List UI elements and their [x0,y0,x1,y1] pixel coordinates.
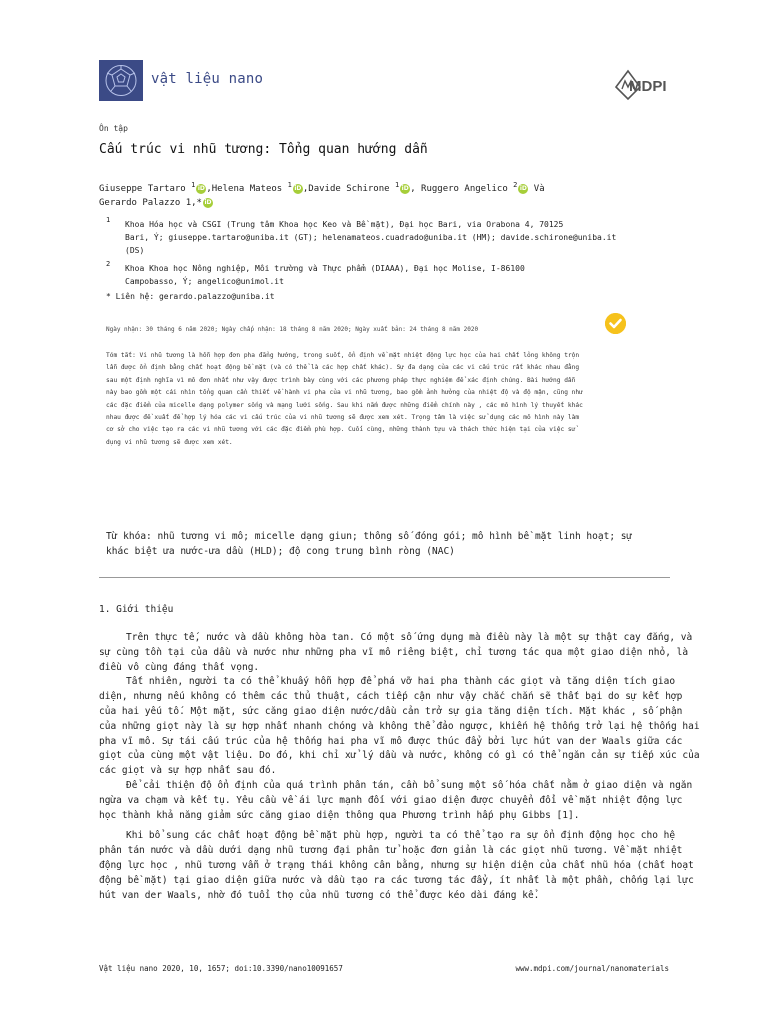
correspondence: * Liên hệ: gerardo.palazzo@uniba.it [106,292,275,301]
author-list [99,178,679,210]
abstract [106,350,670,449]
affiliation-line: (DS) [125,246,145,255]
mdpi-logo-icon [614,67,669,101]
svg-text:MDPI: MDPI [629,78,667,95]
article-type: Ôn tập [99,124,128,133]
keywords [106,529,666,559]
orcid-icon[interactable]: iD [519,184,527,192]
author-affiliation-mark: 1,* [185,198,202,208]
paragraph: Tất nhiên, người ta có thể khuấy hỗn hợp để phá vỡ hai pha thành các giọt và tăng diện tích giao diện, nhưng nếu không có thêm các thủ thuật, cách tiếp cận như vậy chắc chắn sẽ thất bại do sự kết hợp của hai yếu tố. Một mặt, sức căng giao diện nước/dầu cản trở sự gia tăng diện tích. Mặt khác , số phận của những giọt này là sự hợp nhất nhanh chóng và không thể đảo ngược, khiến hệ thống trở lại hệ thống hai pha vĩ mô. Sự tái cấu trúc của hệ thống hai pha vĩ mô được thúc đẩy bởi lực hút van der Waals giữa các giọt của cùng một vật liệu. Do đó, khi chỉ xử lý dầu và nước, không có gì có thể ngăn cản sự tiếp xúc của các giọt và sự hợp nhất sau đó. [99,676,700,777]
abstract-line: sau một định nghĩa vì mô đơn nhất như vậy được trình bày cùng với các phương pháp thực nghiệm để xác định chúng. Bài hướng dẫn [106,376,576,384]
affiliation-line: Bari, Ý; giuseppe.tartaro@uniba.it (GT); helenamateos.cuadrado@uniba.it (HM); davide.schirone@uniba.it [125,233,617,242]
section-heading: 1. Giới thiệu [99,604,174,615]
author-separator: , [206,184,212,194]
author-separator: , [410,184,422,194]
abstract-line: Tóm tắt: Vi nhũ tương là hỗn hợp đơn pha đẳng hướng, trong suốt, ổn định về mặt nhiệt động lực học của hai chất lỏng không trộn [106,352,580,359]
abstract-line: dụng vi nhũ tương sẽ được xem xét. [106,438,233,446]
author-name: Davide Schirone [308,184,390,194]
keywords-line: Từ khóa: nhũ tương vi mô; micelle dạng giun; thông số đóng gói; mô hình bề mặt linh hoạt; sự [106,531,633,542]
section-divider [99,577,670,578]
orcid-icon[interactable]: iD [401,184,409,192]
author-affiliation-mark: 2 [513,181,518,189]
author-separator: , [302,184,309,194]
abstract-line: này bao gồm một cái nhìn tổng quan cần thiết về hành vi pha của vi nhũ tương, bao gồm ảnh hưởng của nhiệt độ và độ mặn, cũng như [106,389,583,397]
footer-citation: Vật liệu nano 2020, 10, 1657; doi:10.3390/nano10091657 [99,964,343,973]
affiliation-number: 1 [106,216,111,224]
orcid-icon[interactable]: iD [204,198,212,206]
affiliation-line: Campobasso, Ý; angelico@unimol.it [125,277,284,286]
author-affiliation-mark: 1 [191,181,196,189]
author-affiliation-mark: 1 [394,181,400,189]
keywords-line: khác biệt ưa nước-ưa dầu (HLD); độ cong trung bình ròng (NAC) [106,546,455,557]
check-updates-icon[interactable] [605,313,626,334]
affiliation-line: Khoa Khoa học Nông nghiệp, Môi trường và Thực phẩm (DIAAA), Đại học Molise, I-86100 [125,264,525,273]
author-name: Ruggero Angelico [421,184,508,194]
abstract-line: lẫn được ổn định bằng chất hoạt động bề mặt (và có thể là các hợp chất khác). Sự đa dạng của các vi cấu trúc rất khác nhau đằng [106,364,580,372]
abstract-line: các đặc điểm của micelle dạng polymer sống và mạng lưới sống. Sau khi nắm được những điểm chính này , các mô hình lý thuyết khác [106,401,583,409]
affiliation-1 [125,218,665,257]
journal-logo-icon [99,60,143,101]
paragraph: Khi bổ sung các chất hoạt động bề mặt phù hợp, người ta có thể tạo ra sự ổn định động học cho hệ phân tán nước và dầu dưới dạng nhũ tương đại phân tử hoặc đơn giản là các giọt nhũ tương. Về mặt nhiệt động lực học , nhũ tương vẫn ở trạng thái không cân bằng, nhưng sự hiện diện của chất nhũ hóa (chất hoạt động bề mặt) tại giao diện giữa nước và dầu tạo ra các tương tác đẩy, ít nhất là một phần, chống lại lực hút van der Waals, nhờ đó tuổi thọ của nhũ tương có thể được kéo dài đáng kể. [99,830,694,901]
affiliation-number: 2 [106,260,111,268]
body-text [99,631,701,903]
abstract-line: nhau được đề xuất để hợp lý hóa các vi cấu trúc của vi nhũ tương sẽ được xem xét. Trọng tâm là việc sử dụng các mô hình này làm [106,414,580,422]
author-name: Gerardo Palazzo [99,198,181,208]
orcid-icon[interactable]: iD [294,184,302,192]
paragraph: Trên thực tế, nước và dầu không hòa tan. Có một số ứng dụng mà điều này là một sự thật cay đắng, và sự cùng tồn tại của dầu và nước như những pha vĩ mô riêng biệt, chỉ tương tác qua một giao diện nhỏ, là điều vô cùng đáng thất vọng. [99,632,693,673]
publication-dates: Ngày nhận: 30 tháng 6 năm 2020; Ngày chấp nhận: 18 tháng 8 năm 2020; Ngày xuất bản: 24 tháng 8 năm 2020 [106,326,479,333]
footer-url[interactable]: www.mdpi.com/journal/nanomaterials [515,964,669,973]
author-separator: Và [528,184,545,194]
paragraph: Để cải thiện độ ổn định của quá trình phân tán, cần bổ sung một số hóa chất nằm ở giao diện và ngăn ngừa va chạm và kết tụ. Yêu cầu về ái lực mạnh đối với giao diện được chuyển đổi về mặt nhiệt động lực học thành khả năng giảm sức căng giao diện thông qua Phương trình hấp phụ Gibbs [1]. [99,779,693,821]
author-name: Helena Mateos [211,184,283,194]
affiliation-2 [125,262,665,288]
author-affiliation-mark: 1 [287,181,292,189]
journal-name: vật liệu nano [151,71,264,87]
article-title: Cấu trúc vi nhũ tương: Tổng quan hướng dẫn [99,142,428,157]
orcid-icon[interactable]: iD [197,184,205,192]
abstract-line: cơ sở cho việc tạo ra các vi nhũ tương với các đặc điểm phù hợp. Cuối cùng, những thành tựu và thách thức hiện tại của việc sử [106,426,576,434]
affiliation-line: Khoa Hóa học và CSGI (Trung tâm Khoa học Keo và Bề mặt), Đại học Bari, via Orabona 4, 70125 [125,220,564,229]
author-name: Giuseppe Tartaro [99,184,186,194]
